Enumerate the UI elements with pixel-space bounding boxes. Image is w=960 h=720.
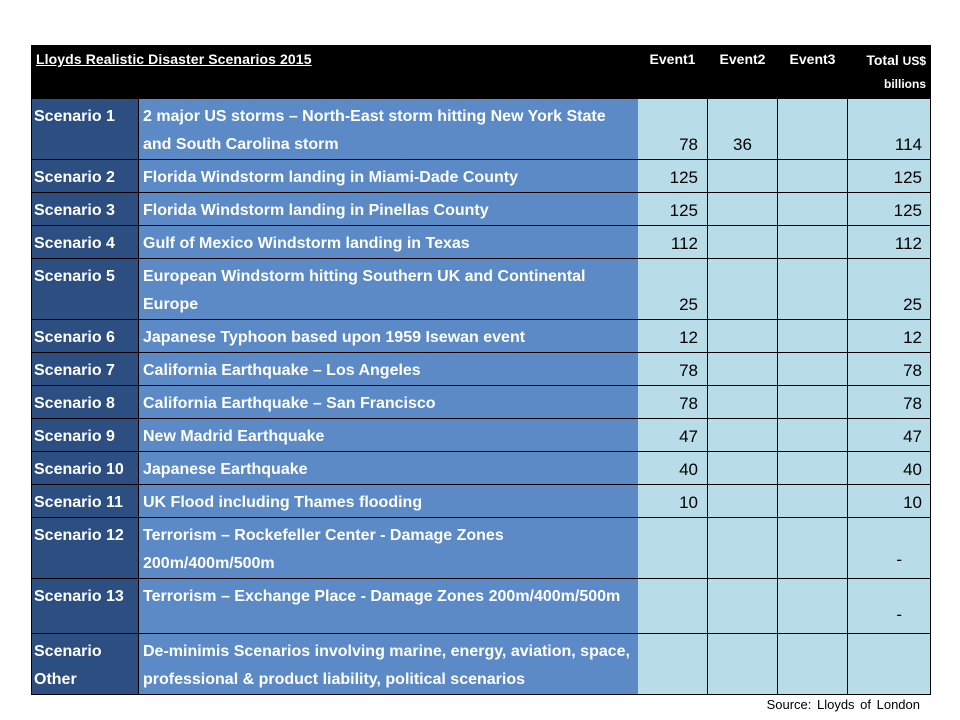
- event1-value: [638, 579, 708, 634]
- total-value: 25: [848, 259, 931, 320]
- description-cell: Florida Windstorm landing in Miami-Dade County: [139, 160, 638, 193]
- total-value: 78: [848, 353, 931, 386]
- table-row: [32, 99, 931, 160]
- event3-value: [778, 259, 848, 320]
- description-cell: Japanese Typhoon based upon 1959 Isewan event: [139, 320, 638, 353]
- event1-value: 78: [638, 99, 708, 160]
- event2-value: [708, 485, 778, 518]
- event2-value: [708, 579, 778, 634]
- total-value: 40: [848, 452, 931, 485]
- scenario-cell: Scenario Other: [32, 634, 139, 695]
- description-cell: De-minimis Scenarios involving marine, energy, aviation, space, professional & product liability, political scenarios: [139, 634, 638, 695]
- scenario-cell: Scenario 10: [32, 452, 139, 485]
- event1-value: 78: [638, 386, 708, 419]
- event1-value: 125: [638, 193, 708, 226]
- total-value: 10: [848, 485, 931, 518]
- description-cell: Gulf of Mexico Windstorm landing in Texas: [139, 226, 638, 259]
- scenario-cell: Scenario 2: [32, 160, 139, 193]
- total-header-unit-billions: billions: [884, 77, 926, 91]
- event2-value: 36: [708, 99, 778, 160]
- event2-value: [708, 353, 778, 386]
- event3-value: [778, 353, 848, 386]
- total-value: -: [848, 579, 931, 634]
- event2-value: [708, 518, 778, 579]
- table-row: [32, 452, 931, 485]
- event1-value: 25: [638, 259, 708, 320]
- event2-value: [708, 226, 778, 259]
- event3-value: [778, 226, 848, 259]
- event3-value: [778, 452, 848, 485]
- event1-value: [638, 634, 708, 695]
- table-title: Lloyds Realistic Disaster Scenarios 2015: [32, 46, 638, 99]
- event1-value: 112: [638, 226, 708, 259]
- event1-value: 47: [638, 419, 708, 452]
- event1-header: Event1: [638, 46, 708, 99]
- event2-value: [708, 419, 778, 452]
- total-value: 125: [848, 160, 931, 193]
- event2-value: [708, 320, 778, 353]
- scenario-cell: Scenario 13: [32, 579, 139, 634]
- event3-value: [778, 518, 848, 579]
- table-row: [32, 320, 931, 353]
- disaster-scenarios-table: [31, 45, 931, 695]
- event1-value: 40: [638, 452, 708, 485]
- scenario-cell: Scenario 8: [32, 386, 139, 419]
- event3-value: [778, 419, 848, 452]
- description-cell: Terrorism – Exchange Place - Damage Zones 200m/400m/500m: [139, 579, 638, 634]
- event1-value: 10: [638, 485, 708, 518]
- description-cell: California Earthquake – San Francisco: [139, 386, 638, 419]
- scenario-cell: Scenario 9: [32, 419, 139, 452]
- table-row: [32, 193, 931, 226]
- description-cell: Florida Windstorm landing in Pinellas County: [139, 193, 638, 226]
- event1-value: 78: [638, 353, 708, 386]
- description-cell: Terrorism – Rockefeller Center - Damage Zones 200m/400m/500m: [139, 518, 638, 579]
- total-value: 112: [848, 226, 931, 259]
- description-cell: European Windstorm hitting Southern UK and Continental Europe: [139, 259, 638, 320]
- event2-value: [708, 259, 778, 320]
- table-row: [32, 259, 931, 320]
- event3-value: [778, 193, 848, 226]
- event3-value: [778, 99, 848, 160]
- scenario-cell: Scenario 5: [32, 259, 139, 320]
- event3-value: [778, 386, 848, 419]
- description-cell: New Madrid Earthquake: [139, 419, 638, 452]
- table-row: [32, 634, 931, 695]
- event2-value: [708, 160, 778, 193]
- total-header-unit: US$: [902, 54, 926, 68]
- total-value: 125: [848, 193, 931, 226]
- table-row: [32, 386, 931, 419]
- table-row: [32, 485, 931, 518]
- table-row: [32, 226, 931, 259]
- event2-value: [708, 193, 778, 226]
- event2-value: [708, 634, 778, 695]
- total-value: 114: [848, 99, 931, 160]
- total-header: [848, 46, 931, 99]
- table-body: [32, 99, 931, 695]
- event3-value: [778, 634, 848, 695]
- description-cell: California Earthquake – Los Angeles: [139, 353, 638, 386]
- table-row: [32, 353, 931, 386]
- scenario-cell: Scenario 7: [32, 353, 139, 386]
- event2-value: [708, 452, 778, 485]
- table-row: [32, 160, 931, 193]
- table-row: [32, 518, 931, 579]
- event3-value: [778, 320, 848, 353]
- total-value: 78: [848, 386, 931, 419]
- event3-header: Event3: [778, 46, 848, 99]
- event2-value: [708, 386, 778, 419]
- total-header-label: Total: [866, 52, 899, 68]
- table-row: [32, 579, 931, 634]
- event1-value: [638, 518, 708, 579]
- description-cell: Japanese Earthquake: [139, 452, 638, 485]
- description-cell: UK Flood including Thames flooding: [139, 485, 638, 518]
- total-value: [848, 634, 931, 695]
- table-row: [32, 419, 931, 452]
- total-value: -: [848, 518, 931, 579]
- event3-value: [778, 485, 848, 518]
- event2-header: Event2: [708, 46, 778, 99]
- event1-value: 12: [638, 320, 708, 353]
- scenario-cell: Scenario 1: [32, 99, 139, 160]
- scenario-cell: Scenario 3: [32, 193, 139, 226]
- event3-value: [778, 579, 848, 634]
- source-note: Source: Lloyds of London: [766, 697, 920, 712]
- event3-value: [778, 160, 848, 193]
- scenario-cell: Scenario 11: [32, 485, 139, 518]
- total-value: 12: [848, 320, 931, 353]
- scenario-cell: Scenario 4: [32, 226, 139, 259]
- header-row: [32, 46, 931, 99]
- total-value: 47: [848, 419, 931, 452]
- scenario-cell: Scenario 6: [32, 320, 139, 353]
- scenario-cell: Scenario 12: [32, 518, 139, 579]
- description-cell: 2 major US storms – North-East storm hitting New York State and South Carolina storm: [139, 99, 638, 160]
- event1-value: 125: [638, 160, 708, 193]
